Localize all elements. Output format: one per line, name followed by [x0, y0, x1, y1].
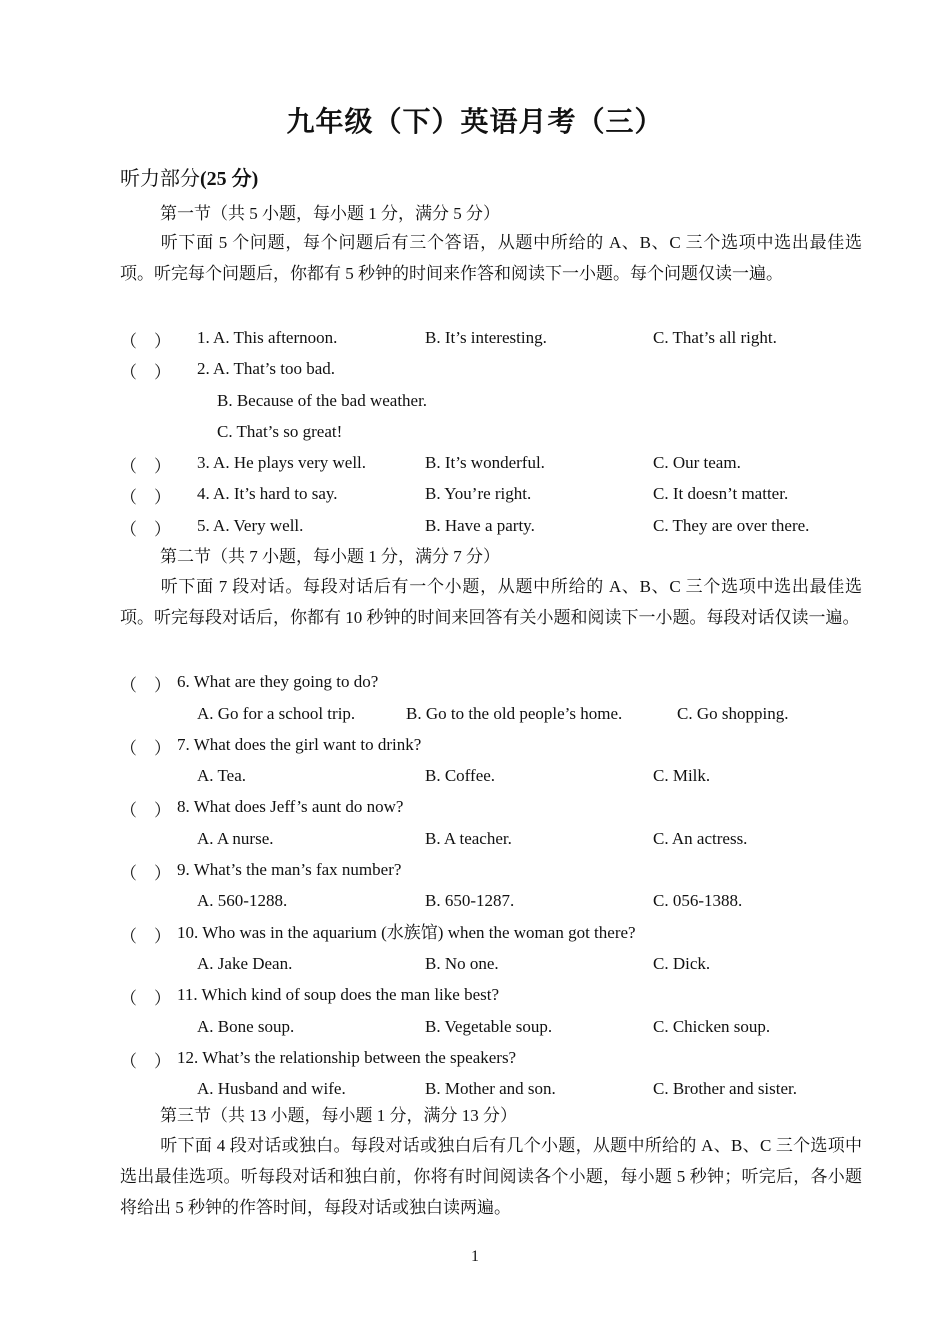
- q6-question: 6. What are they going to do?: [177, 672, 379, 691]
- page-title: 九年级（下）英语月考（三）: [286, 105, 664, 138]
- answer-bracket: （ ）: [120, 1052, 171, 1071]
- q1-option-c: C. That’s all right.: [653, 328, 777, 347]
- answer-bracket: （ ）: [120, 363, 171, 382]
- q12-option-b: B. Mother and son.: [425, 1079, 556, 1098]
- q12-option-c: C. Brother and sister.: [653, 1079, 798, 1098]
- q11-option-b: B. Vegetable soup.: [425, 1017, 553, 1036]
- q7-option-b: B. Coffee.: [425, 766, 496, 785]
- answer-bracket: （ ）: [120, 676, 171, 695]
- q7-question: 7. What does the girl want to drink?: [177, 735, 422, 754]
- q10-question: 10. Who was in the aquarium (水族馆) when the woman got there?: [177, 923, 636, 942]
- section-1-instruction: 听下面 5 个问题，每个问题后有三个答语，从题中所给的 A、B、C 三个选项中选出最佳选项。听完每个问题后，你都有 5 秒钟的时间来作答和阅读下一小题。每个问题仅读一遍。: [120, 233, 862, 284]
- q7-option-c: C. Milk.: [653, 766, 711, 785]
- q1-option-b: B. It’s interesting.: [425, 328, 547, 347]
- q4-option-b: B. You’re right.: [425, 484, 532, 503]
- q5-option-b: B. Have a party.: [425, 516, 535, 535]
- answer-bracket: （ ）: [120, 488, 171, 507]
- q7-option-a: A. Tea.: [197, 766, 247, 785]
- answer-bracket: （ ）: [120, 864, 171, 883]
- q9-option-c: C. 056-1388.: [653, 891, 743, 910]
- answer-bracket: （ ）: [120, 989, 171, 1008]
- q9-option-a: A. 560-1288.: [197, 891, 288, 910]
- q8-question: 8. What does Jeff’s aunt do now?: [177, 797, 404, 816]
- answer-bracket: （ ）: [120, 332, 171, 351]
- q2-option-b: B. Because of the bad weather.: [217, 391, 428, 410]
- q11-option-c: C. Chicken soup.: [653, 1017, 771, 1036]
- q3-option-a: 3. A. He plays very well.: [197, 453, 367, 472]
- q10-option-a: A. Jake Dean.: [197, 954, 293, 973]
- q9-option-b: B. 650-1287.: [425, 891, 515, 910]
- q3-option-c: C. Our team.: [653, 453, 741, 472]
- q8-option-b: B. A teacher.: [425, 829, 512, 848]
- page-number: 1: [471, 1248, 479, 1265]
- answer-bracket: （ ）: [120, 739, 171, 758]
- q5-option-a: 5. A. Very well.: [197, 516, 304, 535]
- answer-bracket: （ ）: [120, 927, 171, 946]
- q3-option-b: B. It’s wonderful.: [425, 453, 545, 472]
- q5-option-c: C. They are over there.: [653, 516, 810, 535]
- q8-option-a: A. A nurse.: [197, 829, 274, 848]
- answer-bracket: （ ）: [120, 801, 171, 820]
- q11-question: 11. Which kind of soup does the man like best?: [177, 985, 499, 1004]
- q6-option-a: A. Go for a school trip.: [197, 704, 356, 723]
- q2-option-c: C. That’s so great!: [217, 422, 343, 441]
- q1-option-a: 1. A. This afternoon.: [197, 328, 338, 347]
- section-1-heading: 第一节（共 5 小题，每小题 1 分，满分 5 分）: [160, 204, 500, 223]
- answer-bracket: （ ）: [120, 457, 171, 476]
- section-2-instruction: 听下面 7 段对话。每段对话后有一个小题，从题中所给的 A、B、C 三个选项中选出最佳选项。听完每段对话后，你都有 10 秒钟的时间来回答有关小题和阅读下一小题。每段对话仅读一遍。: [120, 577, 862, 628]
- part-heading: 听力部分(25 分): [120, 168, 259, 190]
- q10-option-b: B. No one.: [425, 954, 499, 973]
- q12-option-a: A. Husband and wife.: [197, 1079, 346, 1098]
- q4-option-a: 4. A. It’s hard to say.: [197, 484, 338, 503]
- q9-question: 9. What’s the man’s fax number?: [177, 860, 402, 879]
- q11-option-a: A. Bone soup.: [197, 1017, 295, 1036]
- q6-option-c: C. Go shopping.: [677, 704, 789, 723]
- q4-option-c: C. It doesn’t matter.: [653, 484, 789, 503]
- q8-option-c: C. An actress.: [653, 829, 748, 848]
- q6-option-b: B. Go to the old people’s home.: [406, 704, 623, 723]
- section-3-instruction: 听下面 4 段对话或独白。每段对话或独白后有几个小题，从题中所给的 A、B、C 三个选项中选出最佳选项。听每段对话和独白前，你将有时间阅读各个小题，每小题 5 秒钟；听完后，各小题将给出 5 秒钟的作答时间，每段对话或独白读两遍。: [120, 1136, 862, 1218]
- q10-option-c: C. Dick.: [653, 954, 711, 973]
- answer-bracket: （ ）: [120, 520, 171, 539]
- section-2-heading: 第二节（共 7 小题，每小题 1 分，满分 7 分）: [160, 547, 500, 566]
- q2-option-a: 2. A. That’s too bad.: [197, 359, 336, 378]
- section-3-heading: 第三节（共 13 小题，每小题 1 分，满分 13 分）: [160, 1106, 517, 1125]
- q12-question: 12. What’s the relationship between the speakers?: [177, 1048, 517, 1067]
